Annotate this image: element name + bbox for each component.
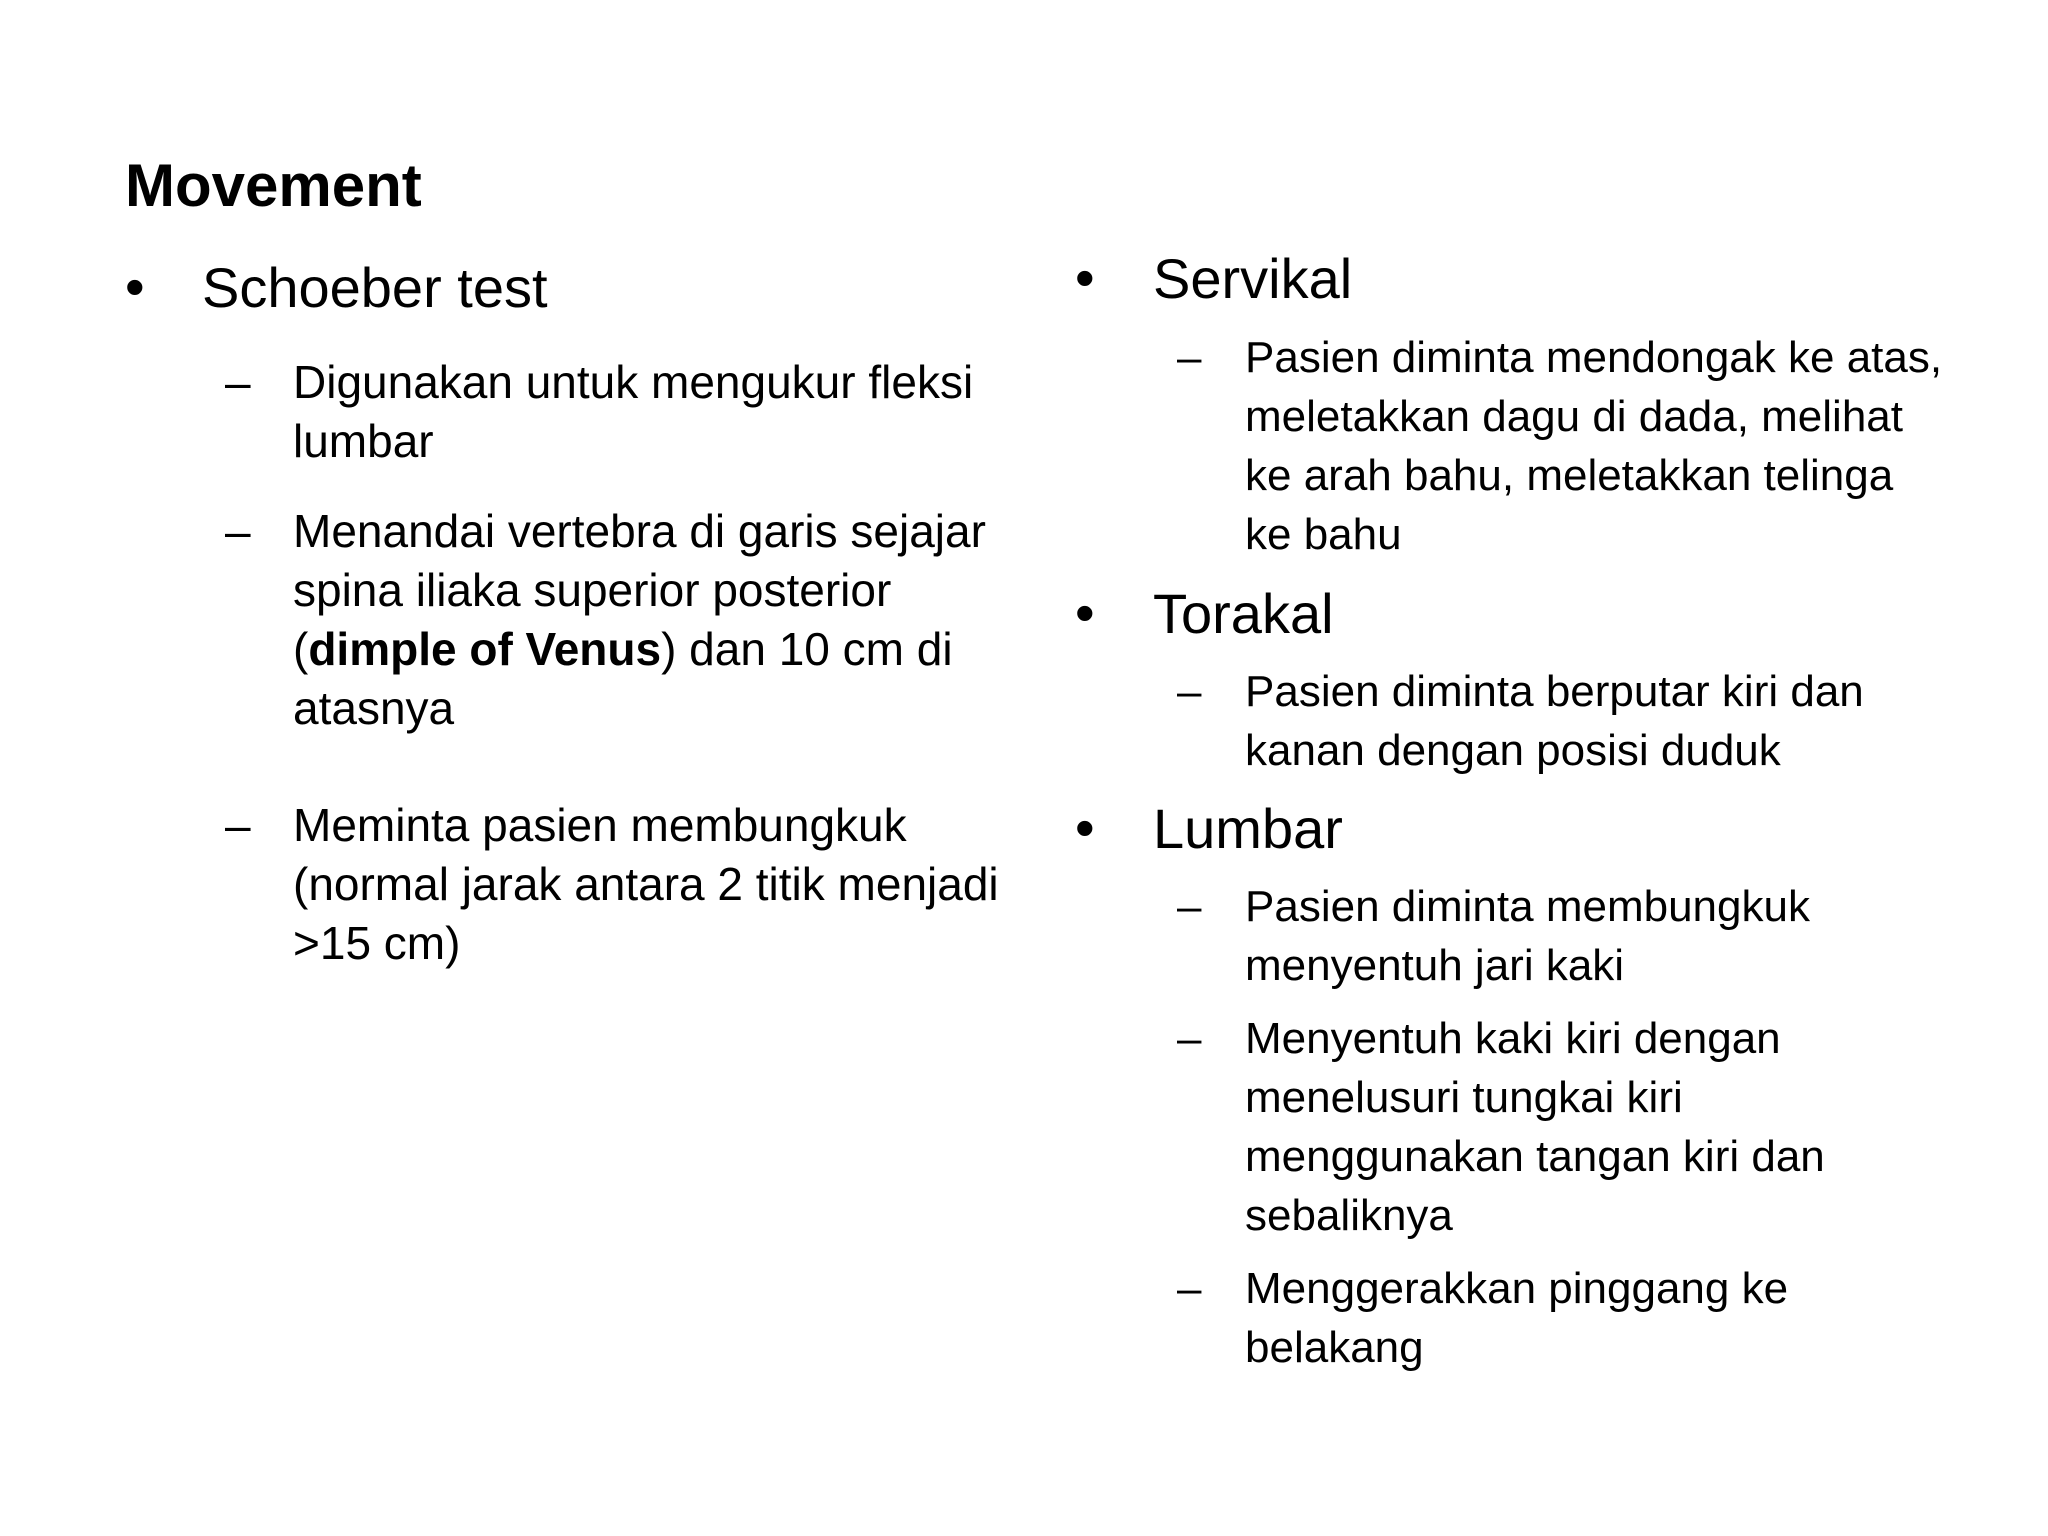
sub-item-text: Pasien diminta berputar kiri dan kanan dengan posisi duduk [1245,667,1864,775]
bold-term: dimple of Venus [308,623,662,675]
heading-servikal: Servikal [1153,247,1353,310]
dash-icon: – [225,505,251,557]
dash-icon: – [1177,1264,1202,1313]
slide-title: Movement [125,152,422,219]
bullet-icon: • [125,255,145,318]
dash-icon: – [1177,1014,1202,1063]
sub-item-text: Meminta pasien membungkuk (normal jarak antara 2 titik menjadi >15 cm) [293,799,999,969]
sub-item-text: Menyentuh kaki kiri dengan menelusuri tungkai kiri menggunakan tangan kiri dan sebaliknya [1245,1014,1825,1240]
bullet-icon: • [1075,796,1095,859]
heading-lumbar: Lumbar [1153,797,1343,860]
dash-icon: – [1177,333,1202,382]
sub-item-text: Menggerakkan pinggang ke belakang [1245,1264,1789,1372]
sub-item-text: Digunakan untuk mengukur fleksi lumbar [293,356,974,467]
bullet-icon: • [1075,246,1095,309]
sub-item-text: Menandai vertebra di garis sejajar spina iliaka superior posterior (dimple of Venus) dan 10 cm di atasnya [293,505,986,734]
dash-icon: – [225,799,251,851]
heading-torakal: Torakal [1153,582,1334,645]
dash-icon: – [1177,667,1202,716]
dash-icon: – [225,356,251,408]
heading-schoeber-test: Schoeber test [202,256,548,319]
bullet-icon: • [1075,581,1095,644]
sub-item-text: Pasien diminta mendongak ke atas, meletakkan dagu di dada, melihat ke arah bahu, meletakkan telinga ke bahu [1245,333,1943,559]
sub-item-text: Pasien diminta membungkuk menyentuh jari kaki [1245,882,1810,990]
dash-icon: – [1177,882,1202,931]
